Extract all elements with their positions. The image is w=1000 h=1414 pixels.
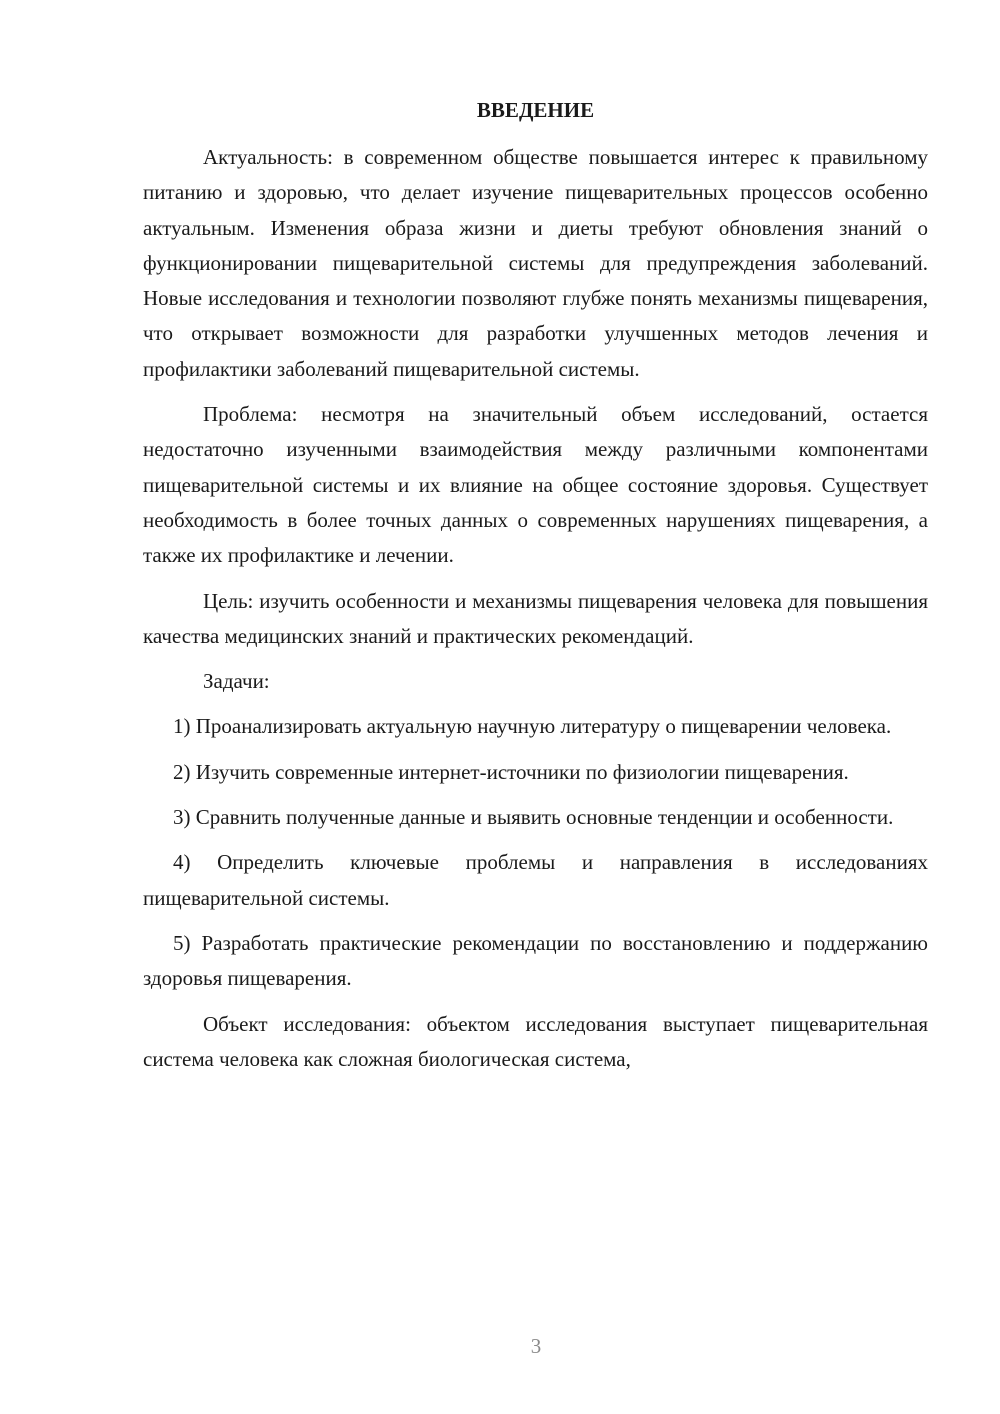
page-number: 3 (530, 1334, 542, 1358)
section-heading: ВВЕДЕНИЕ (476, 98, 595, 122)
paragraph-problem: Проблема: несмотря на значительный объем исследований, остается недостаточно изученными взаимодействия между различными компонентами пищеварительной системы и их влияние на общее состояние здоровья. Существует необходимость в более точных данных о современных нарушениях пищеварения, а также их профилактике и лечении. (143, 402, 928, 568)
task-item-4: 4) Определить ключевые проблемы и направления в исследованиях пищеварительной системы. (143, 850, 928, 910)
task-item-3: 3) Сравнить полученные данные и выявить основные тенденции и особенности. (173, 805, 894, 830)
paragraph-relevance: Актуальность: в современном обществе повышается интерес к правильному питанию и здоровью, что делает изучение пищеварительных процессов особенно актуальным. Изменения образа жизни и диеты требуют обновления знаний о функционировании пищеварительной системы для предупреждения заболеваний. Новые исследования и технологии позволяют глубже понять механизмы пищеварения, что открывает возможности для разработки улучшенных методов лечения и профилактики заболеваний пищеварительной системы. (143, 145, 928, 381)
paragraph-object: Объект исследования: объектом исследования выступает пищеварительная система человека как сложная биологическая система, (143, 1011, 928, 1071)
tasks-label: Задачи: (203, 669, 270, 694)
task-item-5: 5) Разработать практические рекомендации по восстановлению и поддержанию здоровья пищеварения. (143, 930, 928, 991)
page-content (143, 92, 928, 1087)
paragraph-goal: Цель: изучить особенности и механизмы пищеварения человека для повышения качества медицинских знаний и практических рекомендаций. (143, 588, 928, 648)
task-item-2: 2) Изучить современные интернет-источники по физиологии пищеварения. (173, 759, 849, 784)
task-item-1: 1) Проанализировать актуальную научную литературу о пищеварении человека. (173, 714, 892, 739)
